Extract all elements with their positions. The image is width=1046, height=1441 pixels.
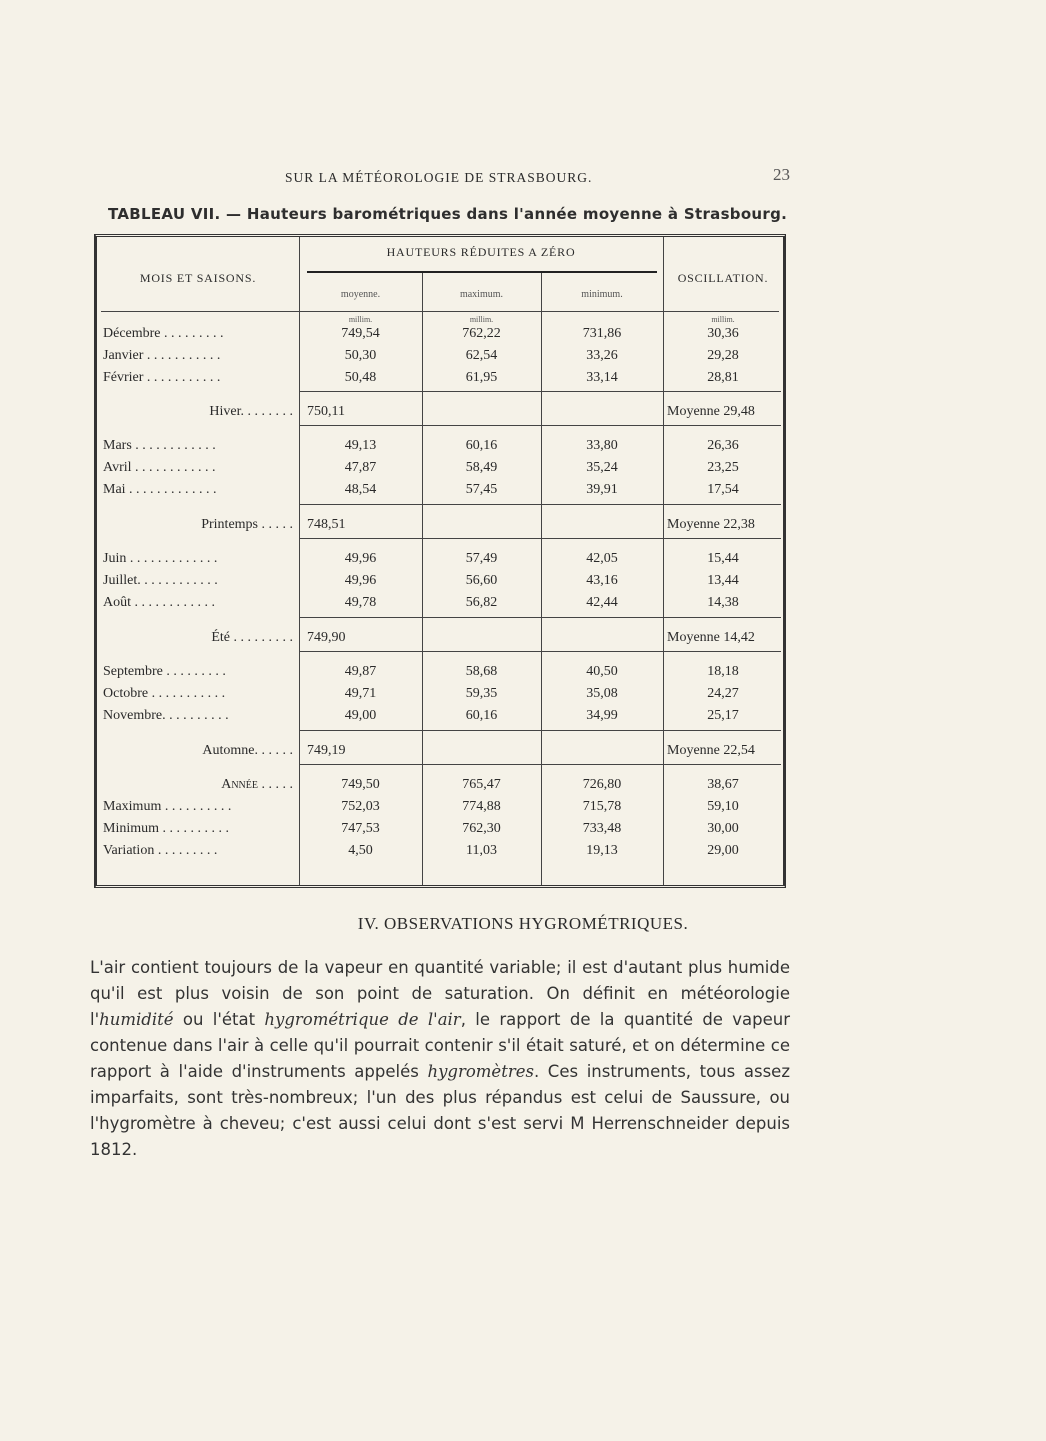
table-cell-osc: Moyenne 14,42: [667, 630, 755, 645]
table-cell-min: 33,80: [586, 438, 618, 453]
table-cell-moy: 49,96: [344, 551, 377, 566]
table-cell-osc: 59,10: [707, 799, 739, 814]
header-oscillation: OSCILLATION.: [677, 271, 769, 285]
table-cell-max: 57,45: [465, 482, 498, 497]
para-text-2: ou l'état: [173, 1010, 265, 1029]
table-cell-osc: 28,81: [707, 370, 739, 385]
table-cell-osc: 29,28: [707, 348, 739, 363]
table-cell-osc: Moyenne 22,54: [667, 743, 755, 758]
table-row-label: Mai . . . . . . . . . . . . .: [103, 482, 217, 497]
table-cell-min: 33,14: [586, 370, 618, 385]
table-cell-min: [541, 514, 663, 536]
table-cell-osc: 25,17: [707, 708, 739, 723]
table-cell-moy: 48,54: [344, 482, 377, 497]
table-row-label: Automne. . . . . .: [202, 743, 293, 758]
para-italic-1: humidité: [99, 1010, 174, 1029]
table-cell-moy: 49,87: [344, 664, 377, 679]
table-cell-moy: 748,51: [307, 517, 346, 532]
table-cell-min: 42,44: [586, 595, 618, 610]
table-cell-osc: 24,27: [707, 686, 739, 701]
para-text-1: L'air contient toujours de la vapeur en quantité variable; il est d'autant plus humide qu'il est plus voisin de son point de saturation. On définit en météorologie l': [90, 958, 790, 1029]
table-cell-max: 765,47: [462, 777, 501, 792]
unit-maximum: millim.: [469, 315, 494, 324]
table-cell-max: 762,22: [462, 326, 501, 341]
barometric-table: [94, 234, 786, 888]
table-cell-moy: 50,48: [344, 370, 377, 385]
table-cell-min: 39,91: [586, 482, 618, 497]
header-maximum: maximum.: [459, 289, 504, 300]
table-cell-min: [541, 740, 663, 762]
table-cell-max: 56,60: [465, 573, 498, 588]
table-row-label: Hiver. . . . . . . .: [209, 404, 293, 419]
table-cell-max: 60,16: [465, 708, 498, 723]
header-moyenne: moyenne.: [340, 289, 381, 300]
table-row-label: Octobre . . . . . . . . . . .: [103, 686, 226, 701]
table-cell-moy: 47,87: [344, 460, 377, 475]
table-cell-moy: 49,13: [344, 438, 377, 453]
para-text-4: . Ces instruments, tous assez imparfaits, sont très-nombreux; l'un des plus répandus est celui de Saussure, ou l'hygromètre à cheveu; c'est aussi celui dont s'est servi M Herrenschneider depuis 1812.: [90, 1062, 790, 1159]
table-cell-osc: 29,00: [707, 843, 739, 858]
table-cell-max: 60,16: [465, 438, 498, 453]
table-cell-max: 58,49: [465, 460, 498, 475]
table-row-label: Décembre . . . . . . . . .: [103, 326, 224, 341]
table-row-label: Maximum . . . . . . . . . .: [103, 799, 232, 814]
table-cell-moy: 749,54: [341, 326, 380, 341]
table-cell-moy: 49,71: [344, 686, 377, 701]
table-cell-osc: 30,00: [707, 821, 739, 836]
table-cell-osc: Moyenne 29,48: [667, 404, 755, 419]
table-row-label: Juillet. . . . . . . . . . . .: [103, 573, 218, 588]
table-cell-moy: 749,50: [341, 777, 380, 792]
table-cell-min: 733,48: [582, 821, 622, 836]
table-cell-min: 731,86: [582, 326, 622, 341]
header-mois: MOIS ET SAISONS.: [139, 271, 257, 285]
table-cell-max: [422, 401, 541, 423]
table-cell-min: 726,80: [582, 777, 622, 792]
header-group: HAUTEURS RÉDUITES A ZÉRO: [386, 245, 576, 259]
unit-moyenne: millim.: [348, 315, 373, 324]
table-cell-min: 19,13: [586, 843, 618, 858]
table-cell-max: [422, 740, 541, 762]
table-cell-min: 35,24: [586, 460, 618, 475]
table-cell-min: 34,99: [586, 708, 618, 723]
table-cell-osc: 30,36: [707, 326, 739, 341]
table-cell-max: 774,88: [462, 799, 501, 814]
table-row-label: Août . . . . . . . . . . . .: [103, 595, 215, 610]
table-cell-osc: 18,18: [707, 664, 739, 679]
table-cell-max: 11,03: [466, 843, 497, 858]
table-cell-min: 40,50: [586, 664, 618, 679]
table-cell-moy: 49,96: [344, 573, 377, 588]
para-text-3: , le rapport de la quantité de vapeur contenue dans l'air à celle qu'il pourrait contenir s'il était saturé, et on détermine ce rapport à l'aide d'instruments appelés: [90, 1010, 791, 1081]
table-cell-osc: 26,36: [707, 438, 739, 453]
table-cell-max: [422, 514, 541, 536]
table-cell-max: [422, 627, 541, 649]
table-row-label: Minimum . . . . . . . . . .: [103, 821, 230, 836]
table-cell-max: 57,49: [465, 551, 498, 566]
table-cell-max: 56,82: [465, 595, 498, 610]
table-cell-osc: 15,44: [707, 551, 739, 566]
table-cell-min: 43,16: [586, 573, 618, 588]
table-row-label: Novembre. . . . . . . . . .: [103, 708, 229, 723]
table-row-label: Printemps . . . . .: [201, 517, 293, 532]
table-cell-moy: 752,03: [341, 799, 380, 814]
table-cell-min: 42,05: [586, 551, 618, 566]
table-cell-min: 35,08: [586, 686, 618, 701]
table-cell-moy: 749,19: [307, 743, 346, 758]
table-cell-max: 762,30: [462, 821, 501, 836]
table-cell-osc: 23,25: [707, 460, 739, 475]
table-cell-osc: Moyenne 22,38: [667, 517, 755, 532]
page-number: 23: [773, 165, 790, 184]
table-row-label: Janvier . . . . . . . . . . .: [103, 348, 221, 363]
para-italic-2: hygrométrique de l'air: [264, 1010, 461, 1029]
table-cell-osc: 13,44: [707, 573, 739, 588]
body-paragraph: [90, 955, 790, 1163]
section-title: IV. OBSERVATIONS HYGROMÉTRIQUES.: [357, 914, 689, 933]
table-cell-moy: 749,90: [307, 630, 346, 645]
table-cell-max: 59,35: [465, 686, 498, 701]
table-cell-moy: 750,11: [307, 404, 345, 419]
table-row-label: Février . . . . . . . . . . .: [103, 370, 221, 385]
table-cell-min: 33,26: [586, 348, 618, 363]
table-cell-max: 61,95: [465, 370, 498, 385]
table-cell-max: 62,54: [465, 348, 498, 363]
table-cell-min: [541, 627, 663, 649]
running-head: SUR LA MÉTÉOROLOGIE DE STRASBOURG.: [285, 170, 593, 185]
table-cell-min: 715,78: [582, 799, 622, 814]
table-cell-min: [541, 401, 663, 423]
header-minimum: minimum.: [581, 289, 623, 300]
table-row-label: Variation . . . . . . . . .: [103, 843, 218, 858]
table-cell-moy: 49,00: [344, 708, 377, 723]
table-row-label: Septembre . . . . . . . . .: [103, 664, 226, 679]
para-italic-3: hygromètres: [427, 1062, 534, 1081]
table-cell-moy: 50,30: [344, 348, 377, 363]
table-title: TABLEAU VII. — Hauteurs barométriques dans l'année moyenne à Strasbourg.: [108, 205, 788, 223]
table-cell-moy: 4,50: [348, 843, 373, 858]
table-cell-osc: 38,67: [707, 777, 739, 792]
table-row-label: Année . . . . .: [221, 777, 293, 792]
table-cell-osc: 17,54: [707, 482, 739, 497]
unit-oscillation: millim.: [711, 315, 735, 324]
table-cell-osc: 14,38: [707, 595, 739, 610]
table-row-label: Juin . . . . . . . . . . . . .: [103, 551, 218, 566]
table-row-label: Avril . . . . . . . . . . . .: [103, 460, 216, 475]
table-cell-moy: 747,53: [341, 821, 380, 836]
table-cell-max: 58,68: [465, 664, 498, 679]
table-cell-moy: 49,78: [344, 595, 377, 610]
table-row-label: Été . . . . . . . . .: [211, 630, 293, 645]
table-row-label: Mars . . . . . . . . . . . .: [103, 438, 216, 453]
